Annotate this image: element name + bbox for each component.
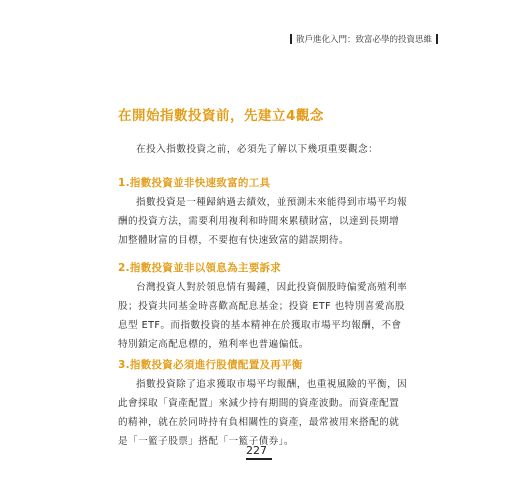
section-2-line-4: 特別鎖定高配息標的，殖利率也普遍偏低。 [118,339,309,350]
section-2-line-2: 股；投資共同基金時喜歡高配息基金；投資 ETF 也特別喜愛高股 [118,301,405,312]
header-bar-left [290,34,292,44]
section-3-line-1: 指數投資除了追求獲取市場平均報酬，也重視風險的平衡，因 [136,379,408,390]
page-number-underline [246,458,272,460]
section-heading-2: 2.指數投資並非以領息為主要訴求 [118,262,282,274]
header-bar-right [436,34,438,44]
section-2-line-1: 台灣投資人對於領息情有獨鍾，因此投資個股時偏愛高殖利率 [136,282,408,293]
chapter-title: 在開始指數投資前，先建立4觀念 [118,108,324,124]
section-3-line-3: 的精神，就在於同時持有負相關性的資產，最常被用來搭配的就 [118,417,400,428]
page-number: 227 [246,444,267,457]
running-header [286,33,442,45]
section-1-line-3: 加整體財富的目標，不要抱有快速致富的錯誤期待。 [118,235,350,246]
section-heading-1: 1.指數投資並非快速致富的工具 [118,177,271,189]
section-3-line-4: 是「一籃子股票」搭配「一籃子債券」。 [118,436,294,447]
intro-paragraph: 在投入指數投資之前，必須先了解以下幾項重要觀念： [136,144,379,155]
section-1-line-2: 酬的投資方法，需要利用複利和時間來累積財富，以達到長期增 [118,216,400,227]
header-text: 散戶進化入門：致富必學的投資思維 [295,35,432,45]
section-3-line-2: 此會採取「資產配置」來減少持有期間的資產波動。而資產配置 [118,398,400,409]
section-1-line-1: 指數投資是一種歸納過去績效，並預測未來能得到市場平均報 [136,197,408,208]
section-heading-3: 3.指數投資必須進行股債配置及再平衡 [118,359,303,371]
section-2-line-3: 息型 ETF。而指數投資的基本精神在於獲取市場平均報酬，不會 [118,320,402,331]
